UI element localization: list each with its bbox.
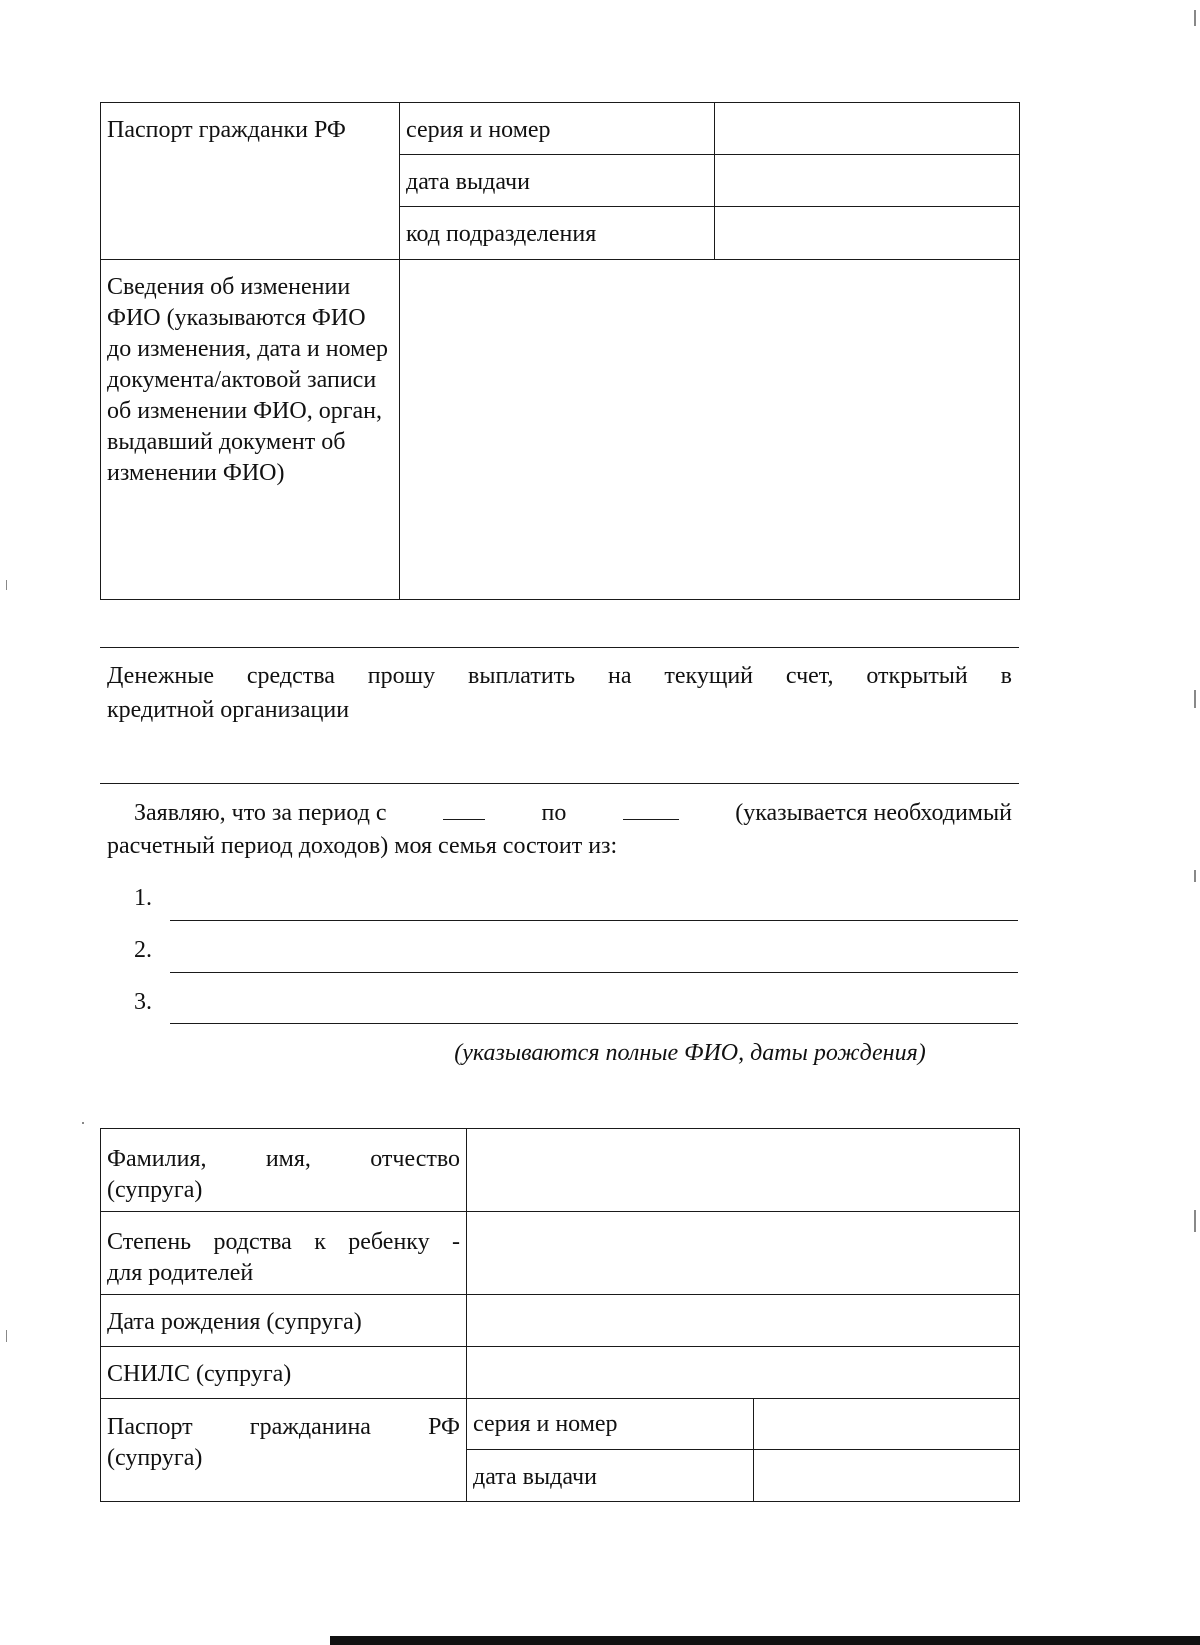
spouse-relation-label-suffix: для родителей xyxy=(107,1260,254,1286)
payment-text-line1: Денежные средства прошу выплатить на текущий счет, открытый в xyxy=(107,663,1012,689)
family-statement-line2: расчетный период доходов) моя семья состоит из: xyxy=(107,833,618,859)
spouse-passport-label-suffix: (супруга) xyxy=(107,1445,203,1471)
passport-issue-date-label: дата выдачи xyxy=(406,169,530,195)
passport-field-label-cell xyxy=(400,207,715,260)
name-change-label-cell xyxy=(101,260,400,600)
spouse-fio-label: Фамилия, имя, отчество xyxy=(107,1146,460,1172)
spouse-fio-value[interactable] xyxy=(467,1129,1020,1212)
spouse-birth-date-value[interactable] xyxy=(467,1295,1020,1347)
family-item-number: 3. xyxy=(134,989,152,1015)
spouse-passport-issue-date-value[interactable] xyxy=(754,1450,1020,1502)
spouse-birth-date-label: Дата рождения (супруга) xyxy=(107,1309,362,1335)
family-statement-part2: по xyxy=(541,800,567,826)
spouse-relation-label-cell xyxy=(101,1212,467,1295)
spouse-passport-series-number-value[interactable] xyxy=(754,1399,1020,1450)
spouse-passport-field-label-cell xyxy=(467,1399,754,1450)
passport-series-number-value[interactable] xyxy=(715,103,1020,155)
family-member-input[interactable] xyxy=(170,920,1018,921)
passport-label: Паспорт гражданки РФ xyxy=(107,117,346,143)
scan-speck xyxy=(6,1330,7,1342)
family-member-input[interactable] xyxy=(170,972,1018,973)
family-statement-part1: Заявляю, что за период с xyxy=(134,800,387,826)
family-item-number: 2. xyxy=(134,937,152,963)
spouse-passport-series-number-label: серия и номер xyxy=(473,1411,618,1437)
spouse-birth-date-label-cell xyxy=(101,1295,467,1347)
scan-speck xyxy=(1194,10,1196,26)
spouse-passport-label-cell xyxy=(101,1399,467,1502)
scan-speck xyxy=(82,1122,84,1124)
passport-issue-date-value[interactable] xyxy=(715,155,1020,207)
passport-field-label-cell xyxy=(400,155,715,207)
scan-speck xyxy=(1194,690,1196,708)
payment-text-line2: кредитной организации xyxy=(107,697,350,723)
family-statement-line1 xyxy=(134,797,1012,830)
period-from-input[interactable] xyxy=(443,797,485,820)
scan-speck xyxy=(1194,1210,1196,1232)
family-member-input[interactable] xyxy=(170,1023,1018,1024)
spouse-passport-label: Паспорт гражданина РФ xyxy=(107,1414,460,1440)
passport-field-label-cell xyxy=(400,103,715,155)
name-change-label: Сведения об изменении ФИО (указываются ФИО до изменения, дата и номер документа/актовой записи об изменении ФИО, орган, выдавший документ об изменении ФИО) xyxy=(107,274,389,486)
payment-bottom-line xyxy=(100,783,1019,784)
payment-top-line xyxy=(100,647,1019,648)
scan-speck xyxy=(1194,870,1196,882)
spouse-snils-label-cell xyxy=(101,1347,467,1399)
spouse-fio-label-cell xyxy=(101,1129,467,1212)
spouse-table xyxy=(100,1128,1020,1502)
passport-department-code-label: код подразделения xyxy=(406,221,597,247)
spouse-fio-label-suffix: (супруга) xyxy=(107,1177,203,1203)
spouse-relation-value[interactable] xyxy=(467,1212,1020,1295)
passport-series-number-label: серия и номер xyxy=(406,117,551,143)
family-note: (указываются полные ФИО, даты рождения) xyxy=(454,1040,926,1066)
family-statement-part3: (указывается необходимый xyxy=(735,800,1012,826)
scan-speck xyxy=(6,580,7,590)
spouse-passport-issue-date-label: дата выдачи xyxy=(473,1464,597,1490)
spouse-snils-value[interactable] xyxy=(467,1347,1020,1399)
spouse-snils-label: СНИЛС (супруга) xyxy=(107,1361,292,1387)
passport-table xyxy=(100,102,1020,600)
spouse-passport-field-label-cell xyxy=(467,1450,754,1502)
passport-label-cell xyxy=(101,103,400,260)
spouse-relation-label: Степень родства к ребенку - xyxy=(107,1229,460,1255)
family-item-number: 1. xyxy=(134,885,152,911)
period-to-input[interactable] xyxy=(623,797,679,820)
scan-edge-bar xyxy=(330,1636,1200,1645)
name-change-value[interactable] xyxy=(400,260,1020,600)
passport-department-code-value[interactable] xyxy=(715,207,1020,260)
